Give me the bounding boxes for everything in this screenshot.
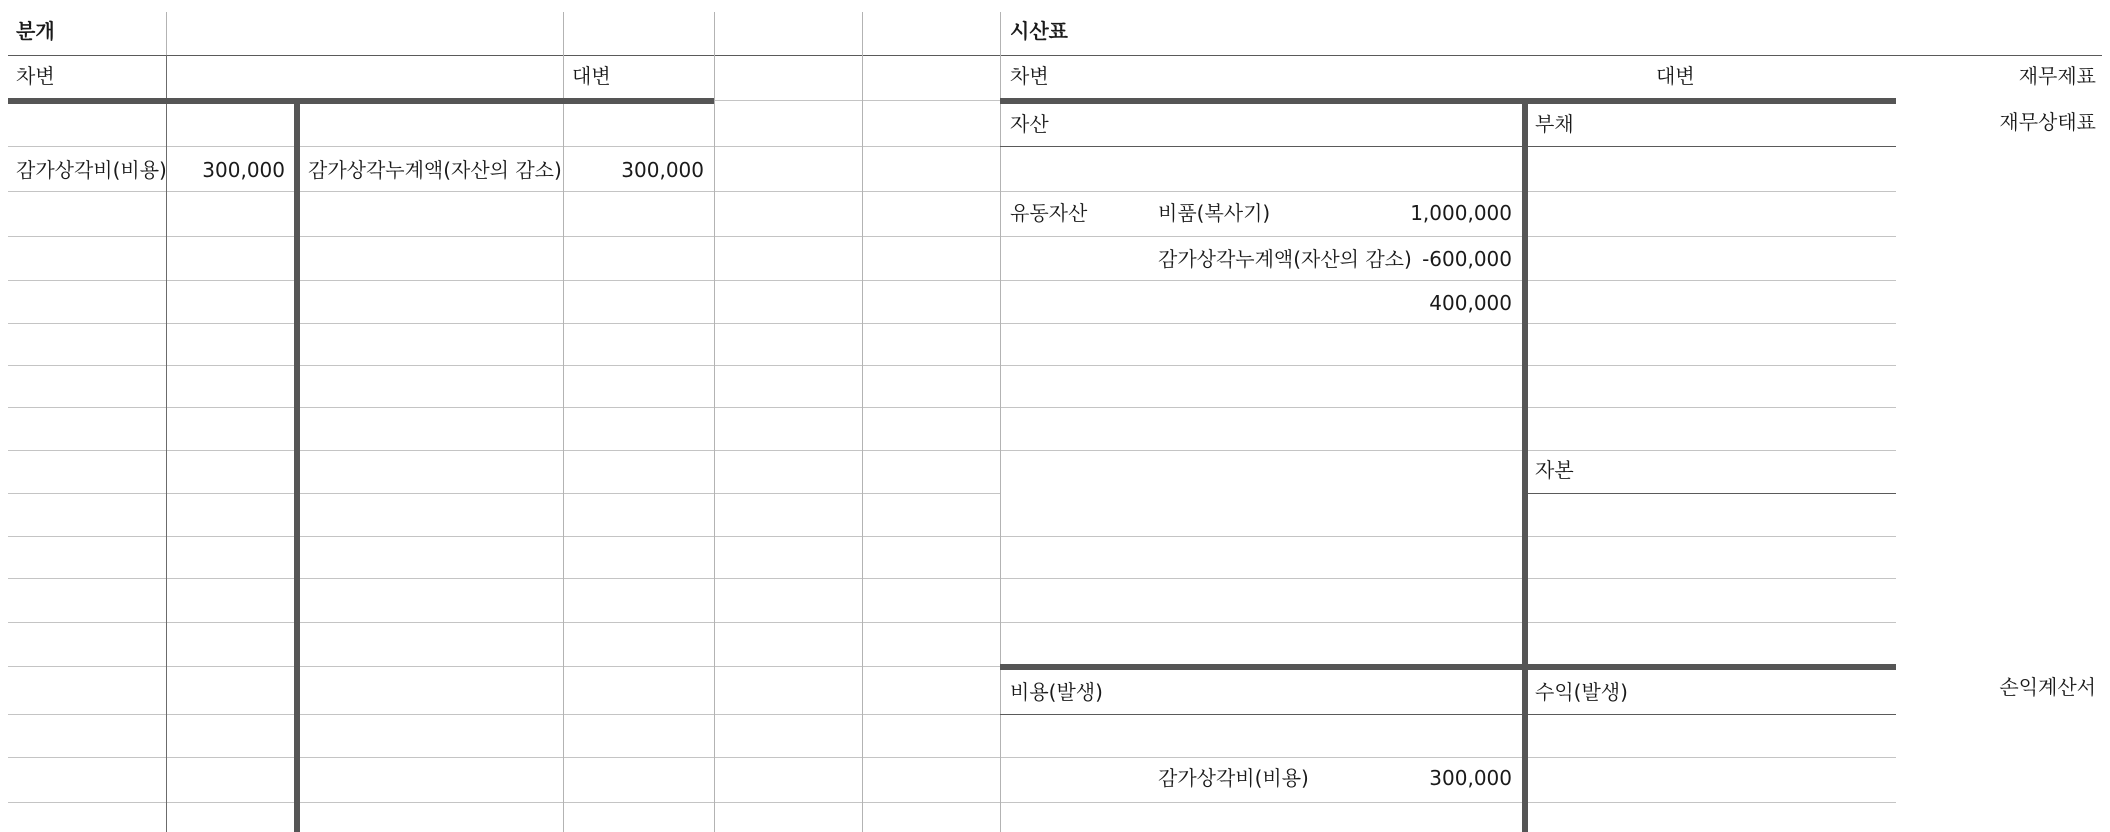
journal-divider-line [8, 98, 714, 104]
grid-row-line [8, 236, 1000, 237]
net-equipment-amount: 400,000 [1429, 291, 1512, 315]
grid-row-line [1528, 365, 1896, 366]
grid-column-line [862, 12, 863, 832]
equipment-amount: 1,000,000 [1410, 201, 1512, 225]
grid-row-line [1000, 280, 1522, 281]
liabilities-heading: 부채 [1535, 112, 1574, 136]
grid-column-line [563, 12, 564, 832]
grid-row-line [8, 365, 1000, 366]
grid-row-line [1000, 578, 1522, 579]
grid-row-line [8, 146, 1000, 147]
grid-row-line [1000, 323, 1522, 324]
equipment-label: 비품(복사기) [1158, 201, 1271, 225]
grid-row-line [8, 280, 1000, 281]
grid-row-line [8, 407, 1000, 408]
revenue-underline [1528, 714, 1896, 715]
grid-row-line [8, 578, 1000, 579]
trial-balance-credit-header: 대변 [1656, 64, 1695, 88]
grid-row-line [1000, 365, 1522, 366]
journal-center-line [294, 98, 300, 832]
grid-row-line [8, 714, 1000, 715]
grid-row-line [8, 323, 1000, 324]
grid-row-line [1528, 802, 1896, 803]
header-row-line [8, 55, 2102, 56]
accumulated-depreciation-label: 감가상각누계액(자산의 감소) [1158, 247, 1412, 271]
trial-balance-title: 시산표 [1010, 19, 1068, 43]
income-statement-label: 손익계산서 [1999, 675, 2096, 699]
grid-row-line [1000, 757, 1522, 758]
expenses-heading: 비용(발생) [1010, 680, 1103, 704]
accumulated-depreciation-amount: -600,000 [1422, 247, 1512, 271]
grid-row-line [1528, 280, 1896, 281]
grid-row-line [1000, 622, 1522, 623]
trial-balance-debit-header: 차변 [1010, 64, 1049, 88]
current-assets-label: 유동자산 [1010, 201, 1088, 225]
grid-row-line [1528, 236, 1896, 237]
balance-sheet-label: 재무상태표 [1999, 110, 2096, 134]
assets-heading: 자산 [1010, 112, 1049, 136]
equity-heading: 자본 [1535, 458, 1574, 482]
journal-debit-header: 차변 [16, 64, 55, 88]
grid-row-line [8, 622, 1000, 623]
grid-row-line [8, 757, 1000, 758]
revenue-heading: 수익(발생) [1535, 680, 1628, 704]
grid-row-line [8, 802, 1000, 803]
grid-row-line [1000, 191, 1522, 192]
journal-credit-account: 감가상각누계액(자산의 감소) [308, 158, 562, 182]
journal-debit-account: 감가상각비(비용) [16, 158, 167, 182]
journal-title: 분개 [16, 19, 55, 43]
expense-item-label: 감가상각비(비용) [1158, 766, 1309, 790]
expense-item-amount: 300,000 [1429, 766, 1512, 790]
grid-row-line [1000, 236, 1522, 237]
trial-balance-center-line [1522, 98, 1528, 832]
grid-row-line [1528, 450, 1896, 451]
income-statement-divider-line [1000, 664, 1896, 670]
trial-balance-divider-line [1000, 98, 1896, 104]
grid-row-line [8, 666, 1000, 667]
equity-underline [1528, 493, 1896, 494]
liabilities-underline [1528, 146, 1896, 147]
assets-underline [1000, 146, 1522, 147]
journal-credit-amount: 300,000 [621, 158, 704, 182]
statements-header: 재무제표 [2018, 64, 2096, 88]
grid-row-line [1528, 407, 1896, 408]
grid-row-line [1528, 622, 1896, 623]
grid-row-line [1000, 450, 1522, 451]
journal-debit-amount: 300,000 [202, 158, 285, 182]
grid-row-line [1000, 802, 1522, 803]
grid-row-line [1528, 191, 1896, 192]
grid-row-line [1528, 757, 1896, 758]
grid-row-line [1528, 323, 1896, 324]
grid-column-line [1000, 12, 1001, 832]
grid-row-line [8, 450, 1000, 451]
grid-row-line [1528, 578, 1896, 579]
grid-column-line [714, 12, 715, 832]
expenses-underline [1000, 714, 1522, 715]
grid-row-line [1000, 536, 1522, 537]
journal-credit-header: 대변 [572, 64, 611, 88]
grid-row-line [1528, 536, 1896, 537]
grid-row-line [1000, 407, 1522, 408]
grid-row-line [8, 536, 1000, 537]
grid-row-line [8, 493, 1000, 494]
grid-row-line [8, 191, 1000, 192]
